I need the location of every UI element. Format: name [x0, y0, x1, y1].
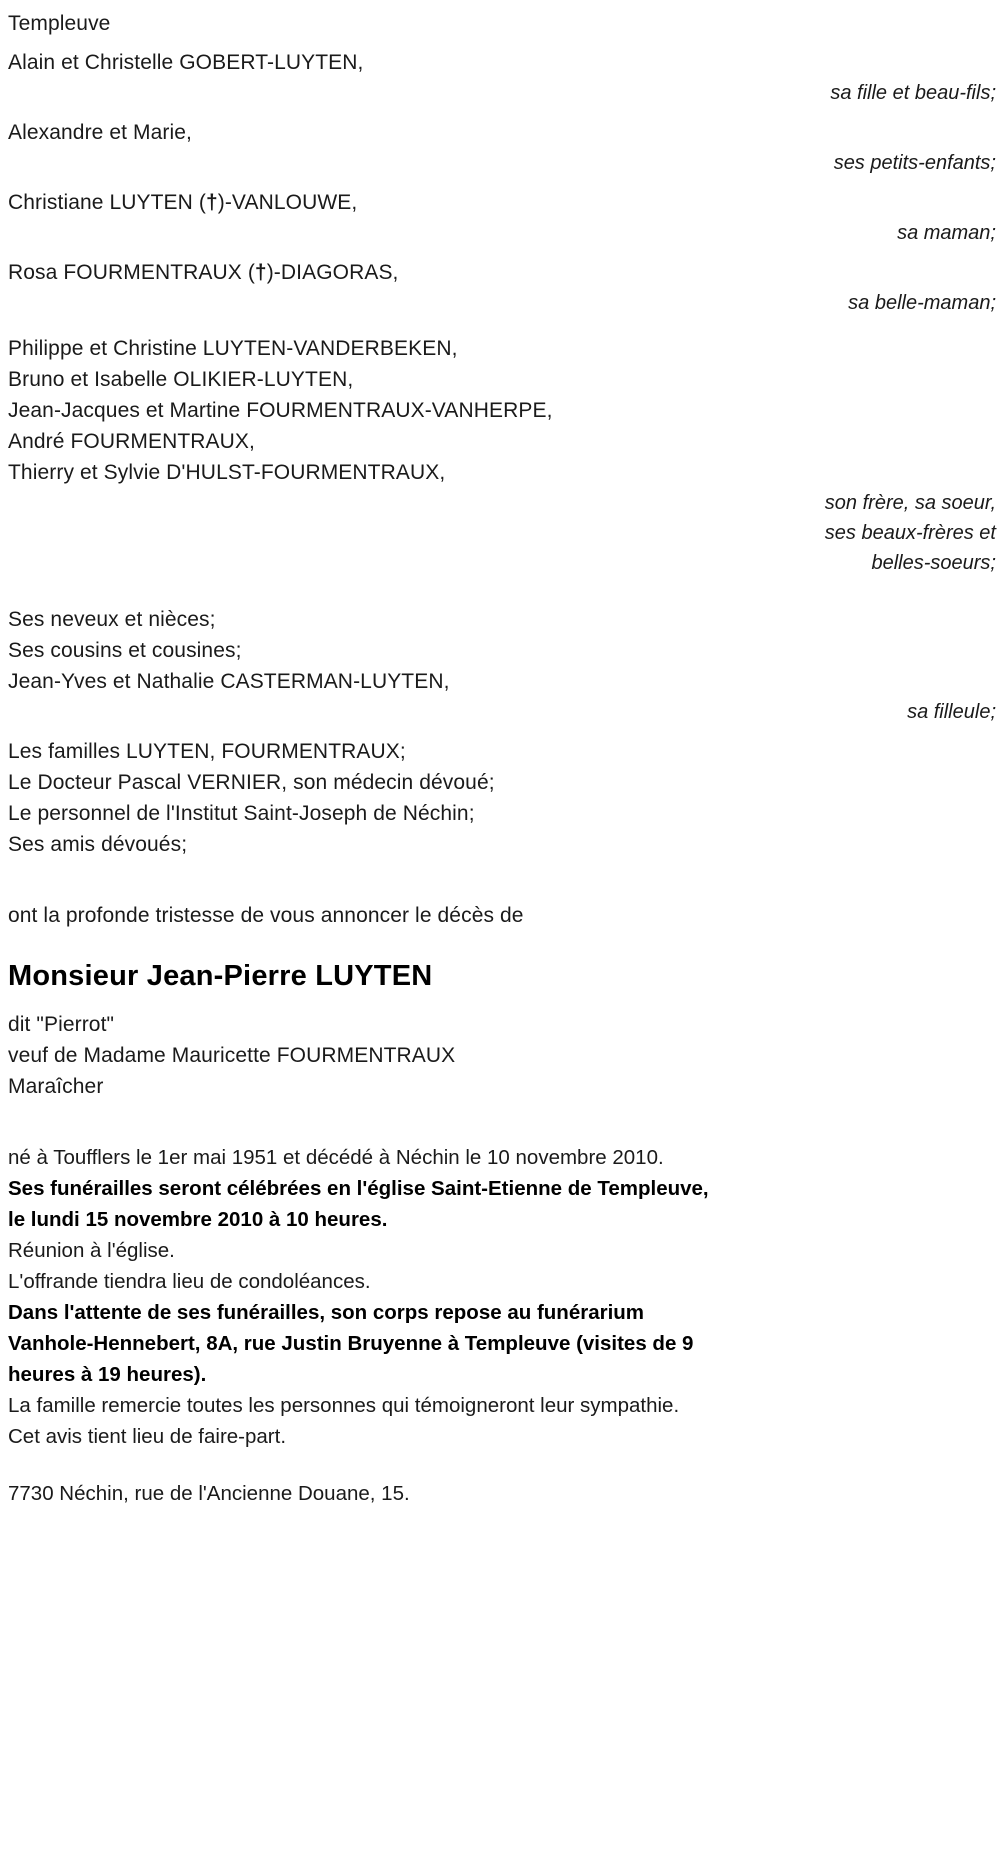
family-name-line: Jean-Jacques et Martine FOURMENTRAUX-VANHERPE, [8, 399, 553, 422]
family-name-line: Philippe et Christine LUYTEN-VANDERBEKEN, [8, 337, 458, 360]
deceased-occupation: Maraîcher [8, 1075, 104, 1098]
family-name-line: Le personnel de l'Institut Saint-Joseph de Néchin; [8, 802, 475, 825]
family-name-line: Les familles LUYTEN, FOURMENTRAUX; [8, 740, 406, 763]
spacer [8, 319, 998, 333]
thanks-line: La famille remercie toutes les personnes qui témoigneront leur sympathie. [8, 1394, 680, 1417]
spacer [8, 728, 998, 736]
family-name-line: Jean-Yves et Nathalie CASTERMAN-LUYTEN, [8, 670, 450, 693]
family-name-line: Bruno et Isabelle OLIKIER-LUYTEN, [8, 368, 354, 391]
spacer [8, 249, 998, 257]
family-name-line: Ses cousins et cousines; [8, 639, 242, 662]
family-name-line: Alexandre et Marie, [8, 121, 192, 144]
birth-death-line: né à Toufflers le 1er mai 1951 et décédé à Néchin le 10 novembre 2010. [8, 1146, 664, 1169]
relation-label: ses petits-enfants; [833, 152, 996, 174]
family-group [8, 117, 998, 179]
spacer [8, 39, 998, 47]
relation-label: ses beaux-frères et [824, 522, 996, 544]
family-name-line: Le Docteur Pascal VERNIER, son médecin dévoué; [8, 771, 495, 794]
relation-label: sa fille et beau-fils; [830, 82, 996, 104]
spacer [8, 109, 998, 117]
funeral-details-primary: Ses funérailles seront célébrées en l'église Saint-Etienne de Templeuve, le lundi 15 novembre 2010 à 10 heures. [8, 1177, 709, 1231]
address-line: 7730 Néchin, rue de l'Ancienne Douane, 15. [8, 1482, 410, 1505]
family-name-line: Thierry et Sylvie D'HULST-FOURMENTRAUX, [8, 461, 446, 484]
relation-label: sa maman; [897, 222, 996, 244]
relation-label: sa filleule; [907, 701, 996, 723]
deceased-name: Monsieur Jean-Pierre LUYTEN [8, 960, 433, 992]
family-group [8, 604, 998, 728]
family-group [8, 47, 998, 109]
relation-label: sa belle-maman; [848, 292, 996, 314]
reunion-line: Réunion à l'église. [8, 1239, 175, 1262]
relation-label: son frère, sa soeur, [824, 492, 996, 514]
relation-label: belles-soeurs; [871, 552, 996, 574]
family-name-line: Rosa FOURMENTRAUX (†)-DIAGORAS, [8, 261, 399, 284]
family-name-line: Christiane LUYTEN (†)-VANLOUWE, [8, 191, 358, 214]
family-name-line: Alain et Christelle GOBERT-LUYTEN, [8, 51, 364, 74]
spacer [8, 931, 998, 957]
family-name-line: Ses neveux et nièces; [8, 608, 216, 631]
deceased-spouse: veuf de Madame Mauricette FOURMENTRAUX [8, 1044, 456, 1067]
family-group [8, 736, 998, 860]
spacer [8, 179, 998, 187]
faire-part-line: Cet avis tient lieu de faire-part. [8, 1425, 287, 1448]
spacer [8, 578, 998, 604]
spacer [8, 1452, 998, 1478]
offering-line: L'offrande tiendra lieu de condoléances. [8, 1270, 371, 1293]
family-name-line: Ses amis dévoués; [8, 833, 188, 856]
announcement-line: ont la profonde tristesse de vous annoncer le décès de [8, 904, 524, 927]
spacer [8, 860, 998, 900]
family-group [8, 187, 998, 249]
family-group [8, 333, 998, 578]
city-line: Templeuve [8, 12, 111, 35]
spacer [8, 1102, 998, 1142]
deceased-nickname: dit "Pierrot" [8, 1013, 115, 1036]
spacer [8, 995, 998, 1009]
family-name-line: André FOURMENTRAUX, [8, 430, 255, 453]
family-group [8, 257, 998, 319]
funerarium-details: Dans l'attente de ses funérailles, son corps repose au funérarium Vanhole-Hennebert, 8A, rue Justin Bruyenne à Templeuve (visites de 9 heures à 19 heures). [8, 1301, 694, 1386]
